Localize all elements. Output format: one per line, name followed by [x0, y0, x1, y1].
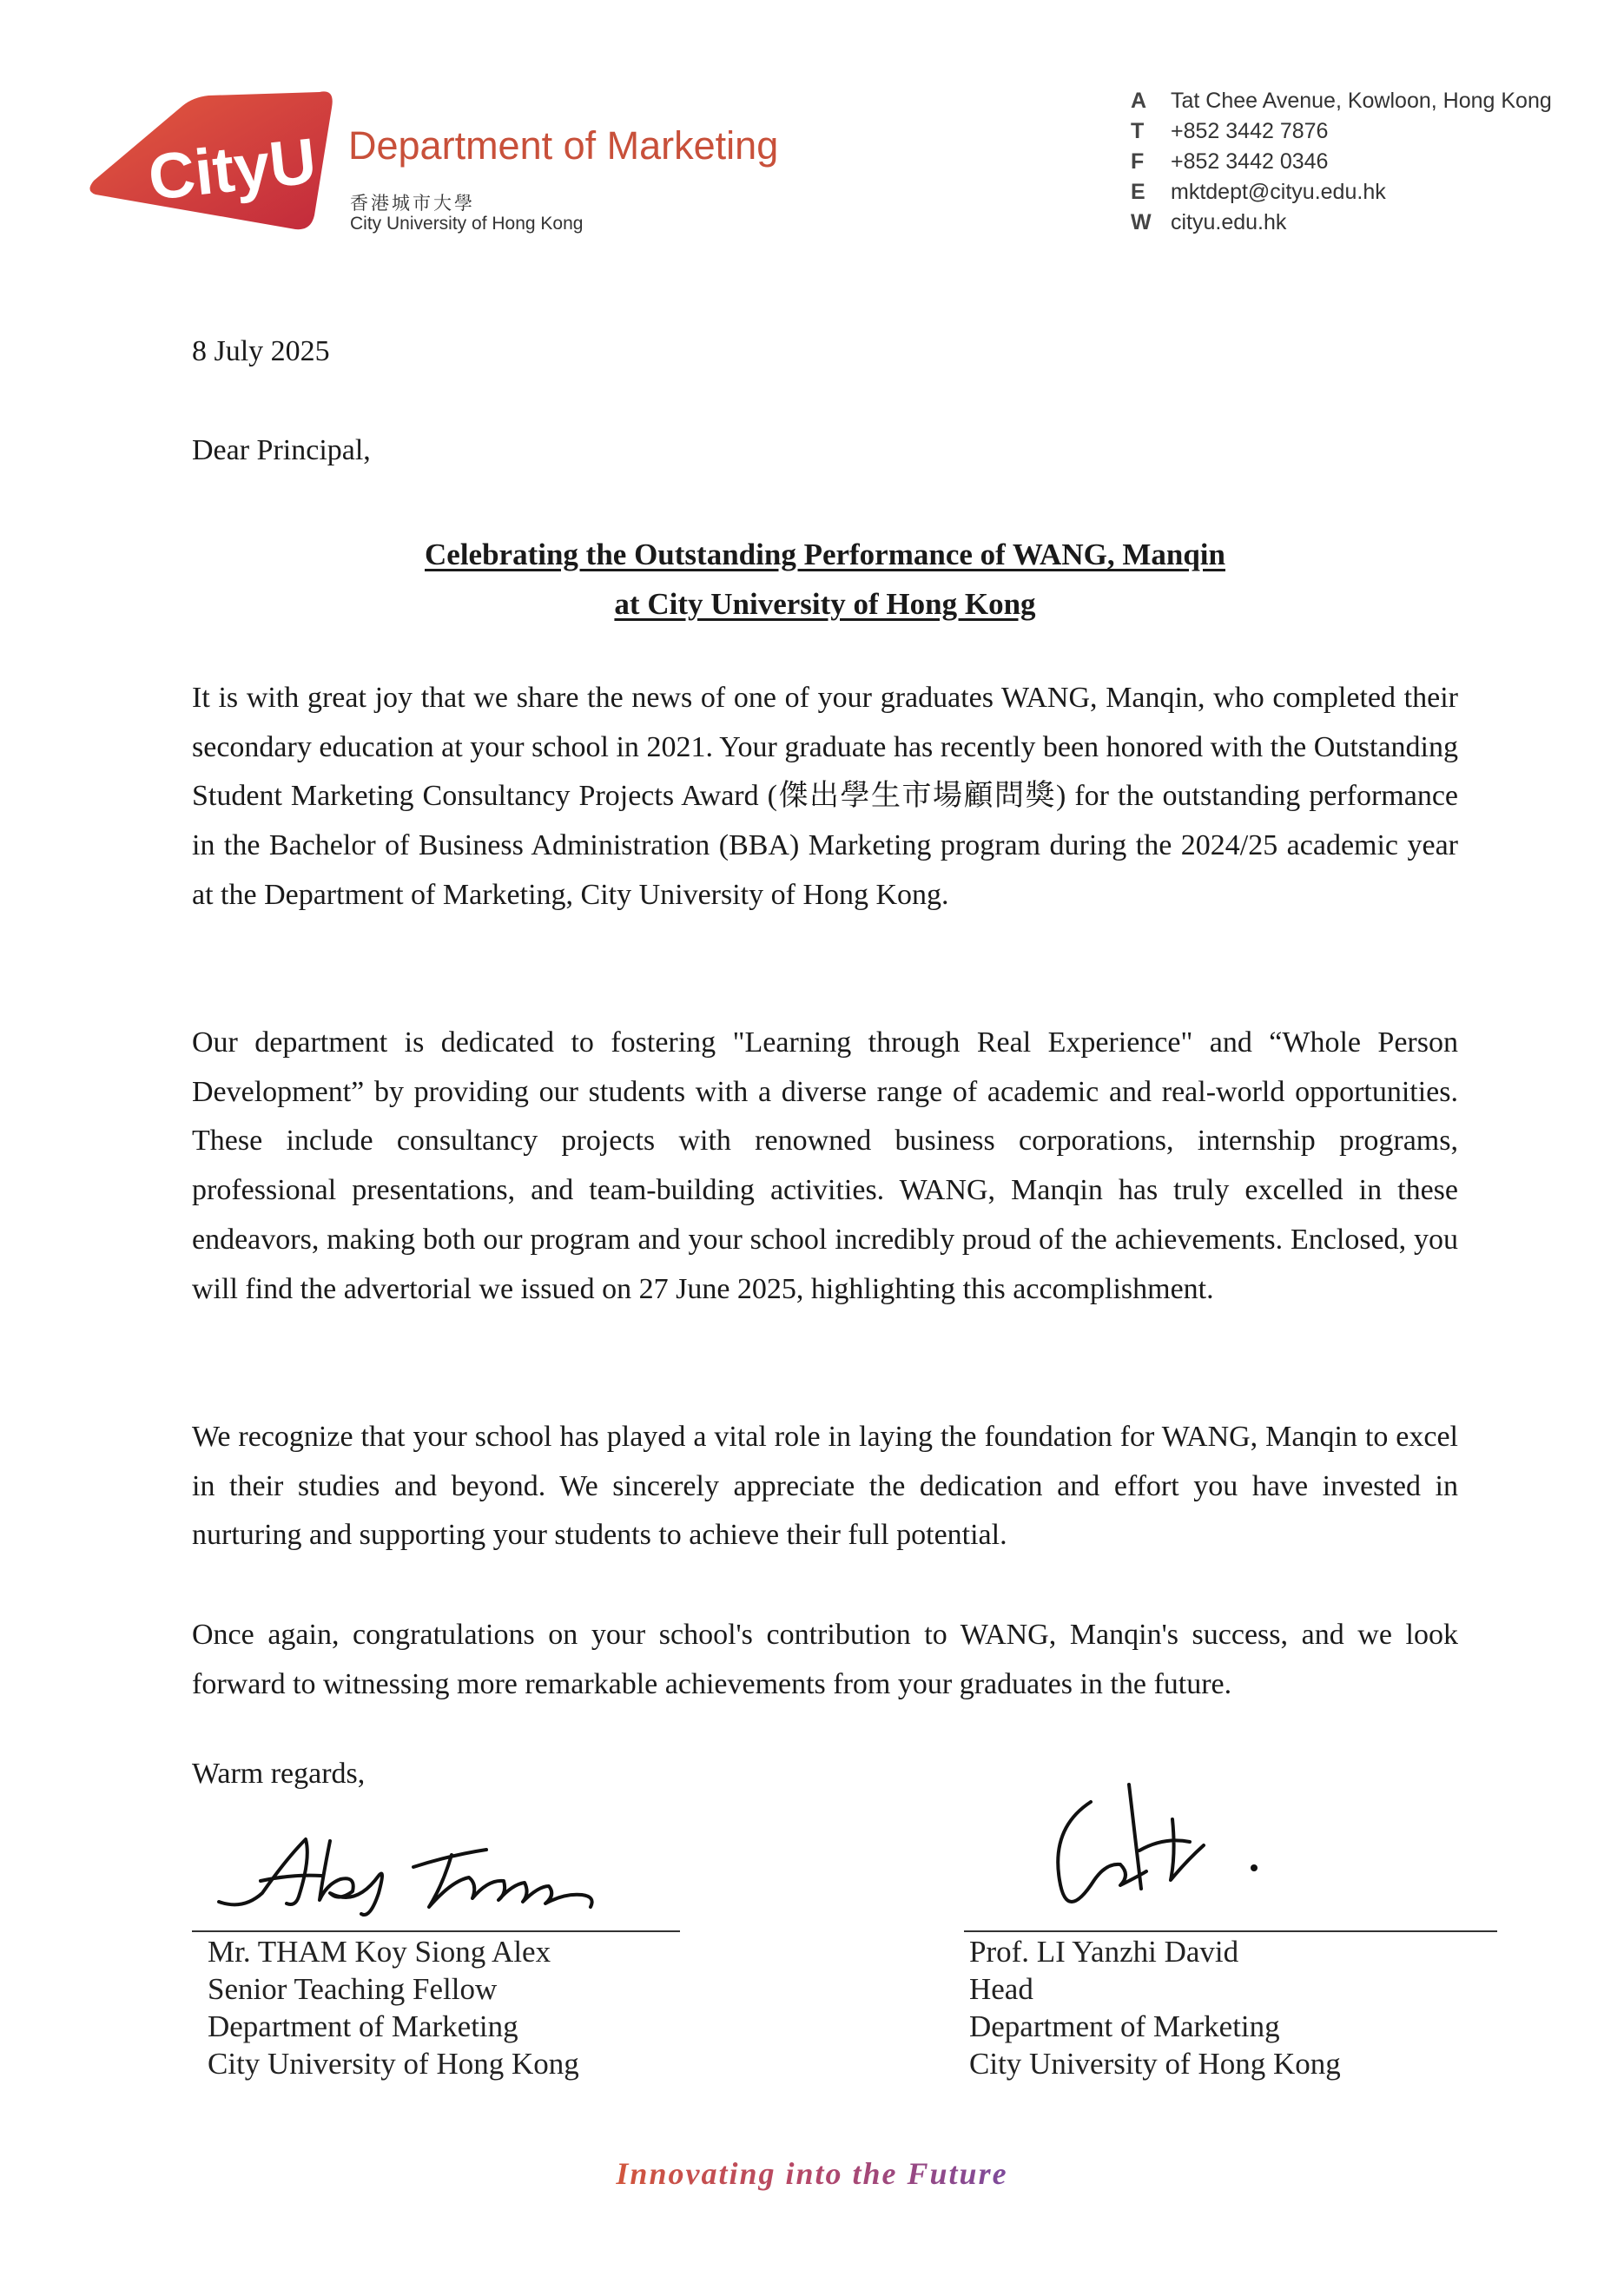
- paragraph-4: Once again, congratulations on your school's contribution to WANG, Manqin's success, and we look forward to witnessing more remarkable achievements from your graduates in the future.: [192, 1619, 1458, 1700]
- signature-right: [1033, 1750, 1294, 1923]
- logo-wordmark: CityU: [144, 124, 320, 214]
- contact-block: [1131, 86, 1552, 238]
- contact-key: E: [1131, 180, 1145, 204]
- contact-key: A: [1131, 89, 1147, 113]
- salutation: Dear Principal,: [192, 434, 371, 466]
- paragraph-2: Our department is dedicated to fostering "Learning through Real Experience" and “Whole Person Development” by providing our students with a diverse range of academic and real-world opportunities. These include consultancy projects with renowned business corporations, internship programs, professional presentations, and team-building activities. WANG, Manqin has truly excelled in these endeavors, making both our program and your school incredibly proud of the achievements. Enclosed, you will find the advertorial we issued on 27 June 2025, highlighting this accomplishment.: [192, 1026, 1458, 1305]
- signatory-department: Department of Marketing: [208, 2009, 518, 2043]
- signature-line-right: [964, 1930, 1497, 1932]
- paragraph-3: We recognize that your school has played a vital role in laying the foundation for WANG, Manqin to excel in their studies and beyond. We sincerely appreciate the dedication and effort you have invested in nurturing and supporting your students to achieve their full potential.: [192, 1421, 1458, 1552]
- signatory-left: [208, 1933, 579, 2082]
- signatory-name: Mr. THAM Koy Siong Alex: [208, 1935, 551, 1969]
- contact-value: mktdept@cityu.edu.hk: [1171, 180, 1386, 204]
- title-line-1: Celebrating the Outstanding Performance of WANG, Manqin: [425, 538, 1225, 571]
- footer-slogan: [0, 2155, 1624, 2192]
- letter-title: [192, 530, 1458, 629]
- title-line-2: at City University of Hong Kong: [614, 587, 1036, 621]
- contact-value: cityu.edu.hk: [1171, 210, 1287, 234]
- letter-date: 8 July 2025: [192, 335, 330, 367]
- signatory-department: Department of Marketing: [969, 2009, 1280, 2043]
- contact-key: F: [1131, 149, 1145, 174]
- closing: Warm regards,: [192, 1758, 366, 1790]
- signatory-title: Senior Teaching Fellow: [208, 1972, 498, 2006]
- paragraph-1: It is with great joy that we share the news of one of your graduates WANG, Manqin, who completed their secondary education at your school in 2021. Your graduate has recently been honored with the Outstanding Student Marketing Consultancy Projects Award (傑出學生市場顧問獎) for the outstanding performance in the Bachelor of Business Administration (BBA) Marketing program during the 2024/25 academic year at the Department of Marketing, City University of Hong Kong.: [192, 682, 1458, 911]
- signature-left: [208, 1824, 617, 1928]
- signatory-title: Head: [969, 1972, 1033, 2006]
- contact-website: [1131, 208, 1552, 238]
- contact-telephone: [1131, 116, 1552, 147]
- signature-line-left: [192, 1930, 680, 1932]
- department-name: Department of Marketing: [348, 123, 779, 168]
- contact-value: Tat Chee Avenue, Kowloon, Hong Kong: [1171, 89, 1552, 113]
- contact-address: [1131, 86, 1552, 116]
- signatory-university: City University of Hong Kong: [969, 2047, 1341, 2081]
- signatory-right: [969, 1933, 1341, 2082]
- contact-value: +852 3442 0346: [1171, 149, 1329, 174]
- cityu-logo: [87, 87, 339, 239]
- university-english-name: City University of Hong Kong: [350, 214, 584, 234]
- contact-value: +852 3442 7876: [1171, 119, 1329, 143]
- contact-email: [1131, 177, 1552, 208]
- contact-fax: [1131, 147, 1552, 177]
- signatory-name: Prof. LI Yanzhi David: [969, 1935, 1239, 1969]
- slogan-text: Innovating into the Future: [616, 2156, 1008, 2191]
- contact-key: W: [1131, 210, 1152, 234]
- university-chinese-name: 香港城市大學: [350, 193, 475, 214]
- signatory-university: City University of Hong Kong: [208, 2047, 579, 2081]
- contact-key: T: [1131, 119, 1145, 143]
